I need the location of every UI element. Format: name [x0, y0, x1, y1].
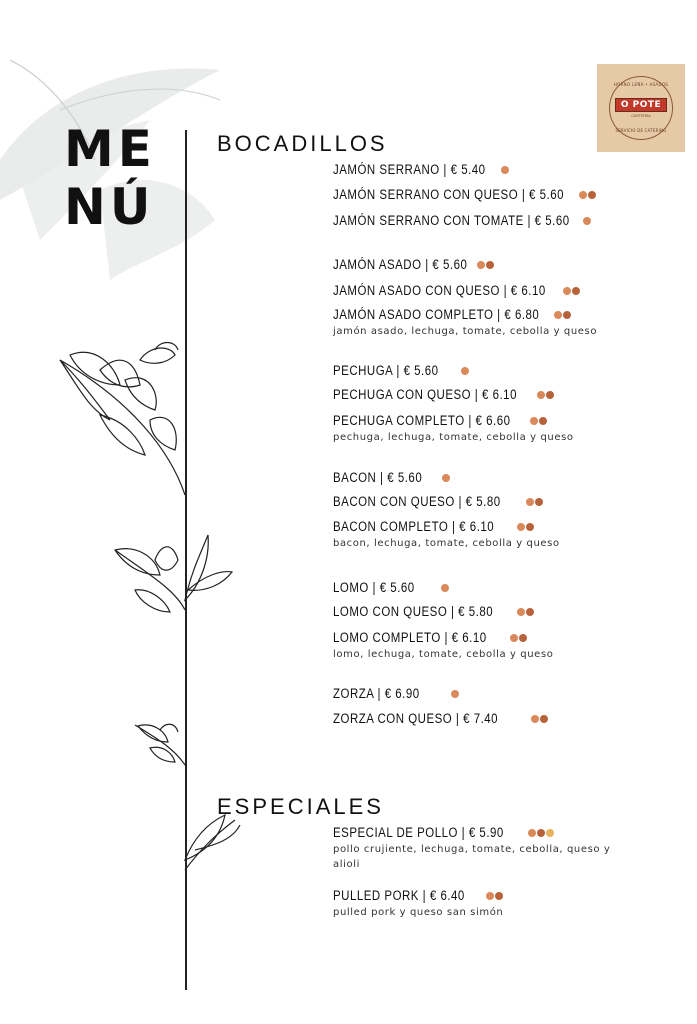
menu-item: ZORZA CON QUESO | € 7.40	[333, 711, 548, 726]
dairy-icon	[540, 715, 548, 723]
logo-bottom-text: SERVICIO DE CATERING	[615, 128, 667, 133]
restaurant-logo	[597, 64, 685, 152]
item-description: bacon, lechuga, tomate, cebolla y queso	[333, 538, 560, 549]
gluten-icon	[583, 217, 591, 225]
dairy-icon	[588, 191, 596, 199]
vertical-divider	[185, 130, 187, 990]
gluten-icon	[486, 892, 494, 900]
dairy-icon	[537, 829, 545, 837]
gluten-icon	[530, 417, 538, 425]
item-description: lomo, lechuga, tomate, cebolla y queso	[333, 649, 554, 660]
gluten-icon	[517, 523, 525, 531]
menu-item: ZORZA | € 6.90	[333, 686, 459, 701]
gluten-icon	[528, 829, 536, 837]
dairy-icon	[526, 608, 534, 616]
gluten-icon	[554, 311, 562, 319]
dairy-icon	[572, 287, 580, 295]
gluten-icon	[501, 166, 509, 174]
menu-item: JAMÓN SERRANO CON QUESO | € 5.60	[333, 187, 596, 202]
menu-title-line-2: NÚ	[64, 178, 155, 236]
gluten-icon	[510, 634, 518, 642]
menu-title	[64, 120, 179, 236]
gluten-icon	[442, 474, 450, 482]
menu-item: JAMÓN ASADO COMPLETO | € 6.80 jamón asado, lechuga, tomate, cebolla y queso	[333, 307, 633, 339]
gluten-icon	[517, 608, 525, 616]
menu-item: PECHUGA CON QUESO | € 6.10	[333, 387, 554, 402]
item-description: jamón asado, lechuga, tomate, cebolla y queso	[333, 326, 598, 337]
gluten-icon	[531, 715, 539, 723]
logo-top-text: HORNO LEÑA • ASADOS	[613, 82, 669, 87]
section-title-bocadillos: BOCADILLOS	[217, 131, 388, 156]
dairy-icon	[519, 634, 527, 642]
item-description: pulled pork y queso san simón	[333, 907, 504, 918]
dairy-icon	[563, 311, 571, 319]
logo-name: O POTE	[615, 98, 667, 112]
gluten-icon	[537, 391, 545, 399]
menu-item: BACON COMPLETO | € 6.10 bacon, lechuga, tomate, cebolla y queso	[333, 519, 633, 551]
menu-item: BACON | € 5.60	[333, 470, 450, 485]
menu-item: JAMÓN SERRANO CON TOMATE | € 5.60	[333, 213, 591, 228]
dairy-icon	[546, 391, 554, 399]
gluten-icon	[477, 261, 485, 269]
menu-item: ESPECIAL DE POLLO | € 5.90 pollo crujiente, lechuga, tomate, cebolla, queso y alioli	[333, 825, 633, 872]
menu-item: BACON CON QUESO | € 5.80	[333, 494, 543, 509]
menu-title-line-1: ME	[64, 120, 156, 178]
egg-icon	[546, 829, 554, 837]
dairy-icon	[535, 498, 543, 506]
dairy-icon	[539, 417, 547, 425]
dairy-icon	[526, 523, 534, 531]
menu-item: LOMO | € 5.60	[333, 580, 449, 595]
menu-item: PULLED PORK | € 6.40 pulled pork y queso san simón	[333, 888, 633, 920]
menu-item: LOMO COMPLETO | € 6.10 lomo, lechuga, tomate, cebolla y queso	[333, 630, 633, 662]
gluten-icon	[526, 498, 534, 506]
gluten-icon	[579, 191, 587, 199]
gluten-icon	[563, 287, 571, 295]
menu-item: LOMO CON QUESO | € 5.80	[333, 604, 534, 619]
menu-item: JAMÓN ASADO CON QUESO | € 6.10	[333, 283, 580, 298]
section-title-especiales: ESPECIALES	[217, 794, 384, 819]
gluten-icon	[451, 690, 459, 698]
dairy-icon	[495, 892, 503, 900]
menu-item: PECHUGA | € 5.60	[333, 363, 469, 378]
item-description: pollo crujiente, lechuga, tomate, cebolla, queso y alioli	[333, 844, 611, 870]
menu-item: JAMÓN SERRANO | € 5.40	[333, 162, 509, 177]
gluten-icon	[441, 584, 449, 592]
gluten-icon	[461, 367, 469, 375]
menu-item: JAMÓN ASADO | € 5.60	[333, 257, 494, 272]
logo-sub-text: CAFETERÍA	[631, 114, 651, 118]
item-description: pechuga, lechuga, tomate, cebolla y queso	[333, 432, 574, 443]
menu-item: PECHUGA COMPLETO | € 6.60 pechuga, lechuga, tomate, cebolla y queso	[333, 413, 633, 445]
dairy-icon	[486, 261, 494, 269]
